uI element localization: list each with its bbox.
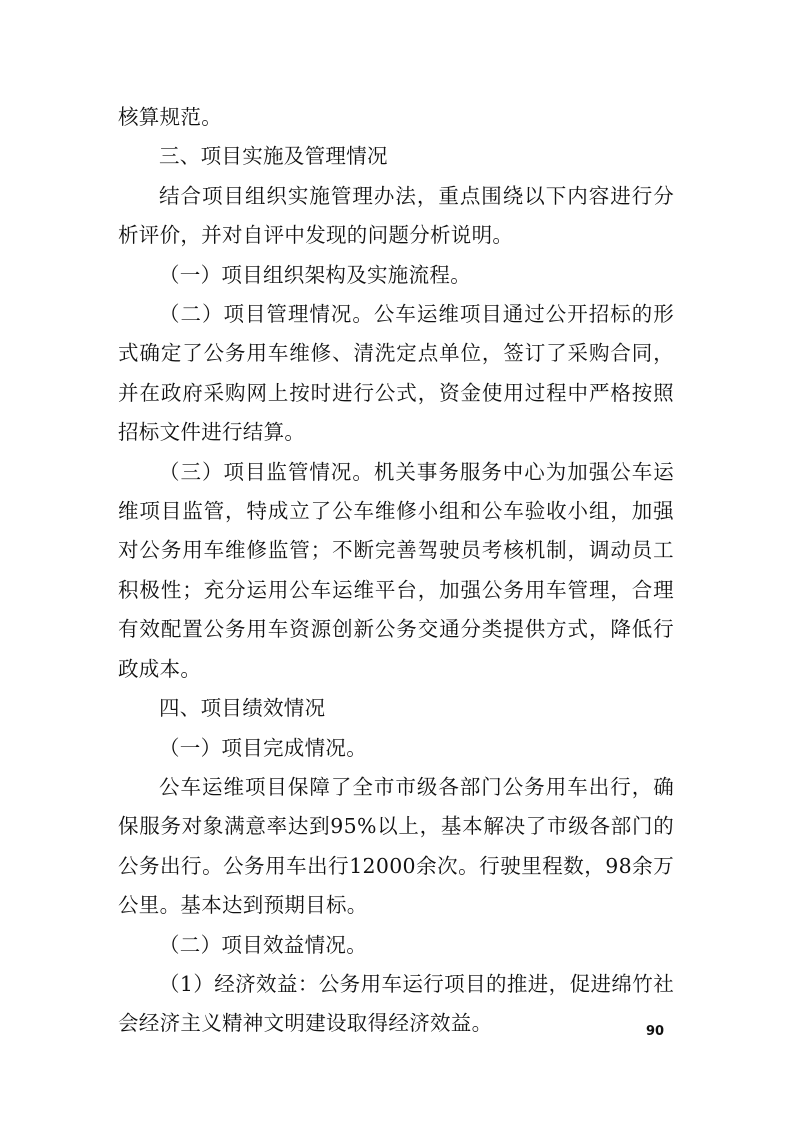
subheading-completion: （一）项目完成情况。 xyxy=(159,735,367,760)
paragraph-management: （二）项目管理情况。公车运维项目通过公开招标的形式确定了公务用车维修、清洗定点单位，签订了采购合同，并在政府采购网上按时进行公式，资金使用过程中严格按照招标文件进行结算。 xyxy=(118,302,674,445)
paragraph-supervision: （三）项目监管情况。机关事务服务中心为加强公车运维项目监管，特成立了公车维修小组和公车验收小组，加强对公务用车维修监管；不断完善驾驶员考核机制，调动员工积极性；充分运用公车运维平台，加强公务用车管理，合理有效配置公务用车资源创新公务交通分类提供方式，降低行政成本。 xyxy=(118,459,674,681)
paragraph-completion: 公车运维项目保障了全市市级各部门公务用车出行，确保服务对象满意率达到95%以上，基本解决了市级各部门的公务出行。公务用车出行12000余次。行驶里程数，98余万公里。基本达到预期目标。 xyxy=(118,774,674,918)
section-heading-performance: 四、项目绩效情况 xyxy=(159,696,326,721)
document-body xyxy=(118,98,674,1044)
subheading-organization: （一）项目组织架构及实施流程。 xyxy=(159,262,471,287)
page-number: 90 xyxy=(646,1024,665,1039)
section-heading-implementation: 三、项目实施及管理情况 xyxy=(159,144,388,169)
paragraph-continuation: 核算规范。 xyxy=(118,105,222,129)
paragraph-intro: 结合项目组织实施管理办法，重点围绕以下内容进行分析评价，并对自评中发现的问题分析说明。 xyxy=(118,183,674,248)
subheading-benefits: （二）项目效益情况。 xyxy=(159,932,367,957)
paragraph-economic-benefit: （1）经济效益：公务用车运行项目的推进，促进绵竹社会经济主义精神文明建设取得经济效益。 xyxy=(118,971,674,1036)
